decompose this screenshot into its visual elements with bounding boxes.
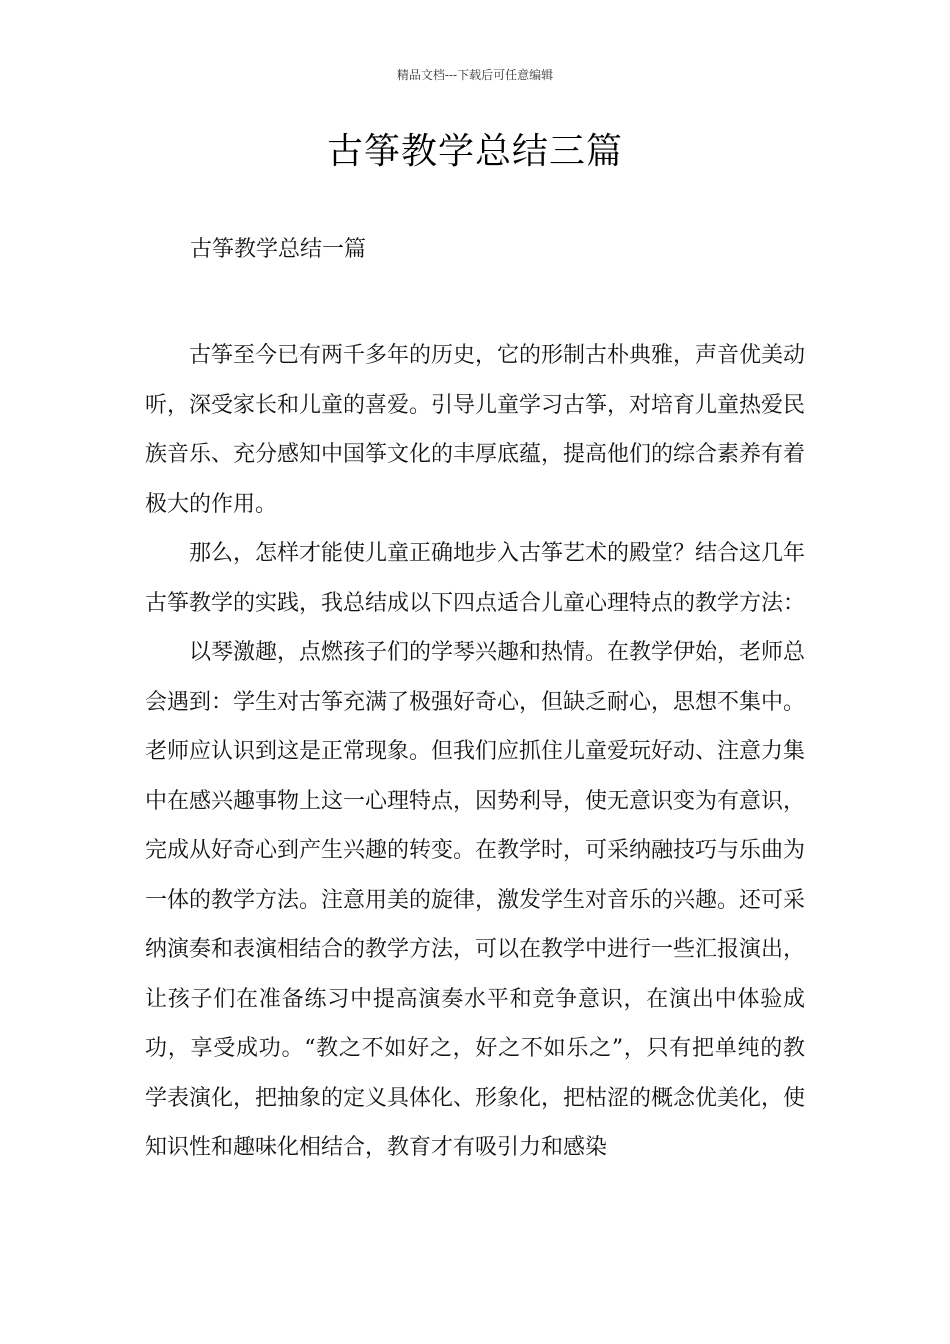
paragraph: 古筝至今已有两千多年的历史，它的形制古朴典雅，声音优美动听，深受家长和儿童的喜爱。引导儿童学习古筝，对培育儿童热爱民族音乐、充分感知中国筝文化的丰厚底蕴，提高他们的综合素养有着极大的作用。 [145, 343, 806, 517]
header-note: 精品文档---下载后可任意编辑 [396, 68, 554, 82]
document-title: 古筝教学总结三篇 [326, 131, 623, 172]
section-title: 古筝教学总结一篇 [190, 237, 367, 262]
document-body [145, 331, 805, 1173]
paragraph: 以琴激趣，点燃孩子们的学琴兴趣和热情。在教学伊始，老师总会遇到：学生对古筝充满了极强好奇心，但缺乏耐心，思想不集中。老师应认识到这是正常现象。但我们应抓住儿童爱玩好动、注意力集中在感兴趣事物上这一心理特点，因势利导，使无意识变为有意识，完成从好奇心到产生兴趣的转变。在教学时，可采纳融技巧与乐曲为一体的教学方法。注意用美的旋律，激发学生对音乐的兴趣。还可采纳演奏和表演相结合的教学方法，可以在教学中进行一些汇报演出，让孩子们在准备练习中提高演奏水平和竞争意识，在演出中体验成功，享受成功。“教之不如好之，好之不如乐之”，只有把单纯的教学表演化，把抽象的定义具体化、形象化，把枯涩的概念优美化，使知识性和趣味化相结合，教育才有吸引力和感染 [145, 640, 806, 1160]
paragraph: 那么，怎样才能使儿童正确地步入古筝艺术的殿堂？结合这几年古筝教学的实践，我总结成以下四点适合儿童心理特点的教学方法： [145, 541, 806, 616]
